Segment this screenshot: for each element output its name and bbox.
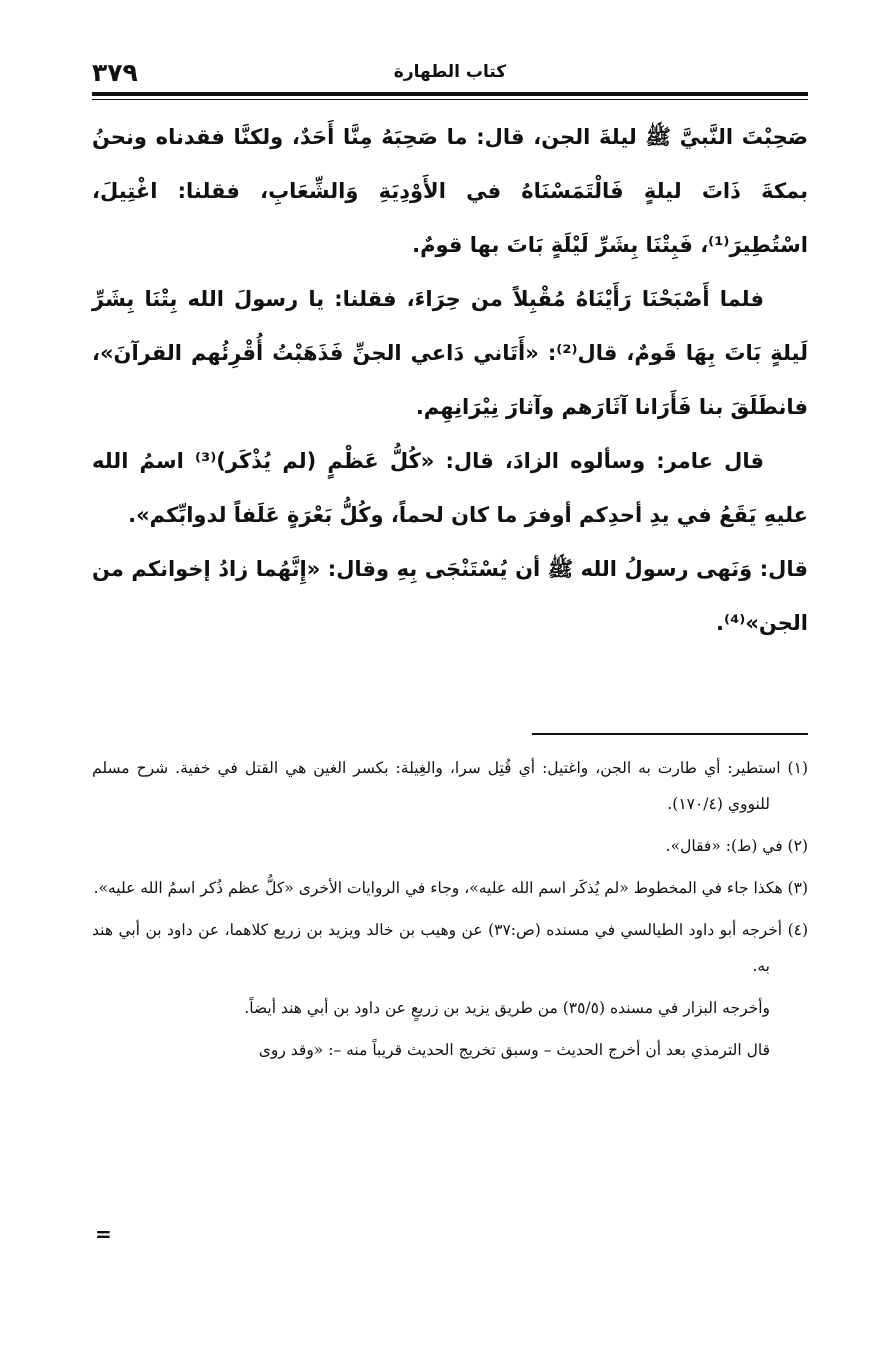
- footnote-2: (٢) في (ط): «فقال».: [665, 837, 808, 855]
- main-text: [92, 110, 808, 650]
- paragraph-4: قال: وَنَهى رسولُ الله ﷺ أن يُسْتَنْجَى بِهِ وقال: «إِنَّهُما زادُ إخوانكم من الجن»⁽⁴⁾.: [92, 557, 808, 635]
- footnote-3: (٣) هكذا جاء في المخطوط «لم يُذكَر اسم الله عليه»، وجاء في الروايات الأخرى «كلُّ عظم ذُكر اسمُ الله عليه».: [93, 879, 808, 897]
- running-title: كتاب الطهارة: [393, 62, 507, 82]
- page-number: ٣٧٩: [92, 58, 138, 87]
- page-header: [92, 56, 808, 94]
- paragraph-2: فلما أَصْبَحْنَا رَأَيْنَاهُ مُقْبِلاً من حِرَاءَ، فقلنا: يا رسولَ الله بِتْنَا بِشَرِّ لَيلةٍ بَاتَ بِهَا قَومٌ، قال⁽²⁾: «أَتَاني دَاعي الجنِّ فَذَهَبْتُ أُقْرِئُهم القرآنَ»، فانطَلَقَ بنا فَأَرَانا آثَارَهم وآثارَ نِيْرَانِهِم.: [92, 287, 808, 419]
- footnote-separator: [532, 733, 808, 735]
- continuation-mark: =: [95, 1222, 112, 1246]
- footnote-4: (٤) أخرجه أبو داود الطيالسي في مسنده (ص:٣٧) عن وهيب بن خالد ويزيد بن زريع كلاهما، عن داود بن أبي هند به.: [92, 921, 809, 975]
- header-rule-thick: [92, 92, 808, 96]
- header-rule-thin: [92, 99, 808, 100]
- footnote-1: (١) استطير: أي طارت به الجن، واغتيل: أي قُتِل سرا، والغِيلة: بكسر الغين هي القتل في خفية. شرح مسلم للنووي (١٧٠/٤).: [92, 759, 808, 813]
- paragraph-1: صَحِبْتَ النَّبيَّ ﷺ ليلةَ الجن، قال: ما صَحِبَهُ مِنَّا أَحَدٌ، ولكنَّا فقدناه ونحنُ بمكةَ ذَاتَ ليلةٍ فَالْتَمَسْنَاهُ في الأَوْدِيَةِ وَالشِّعَابِ، فقلنا: اغْتِيلَ، اسْتُطِيرَ⁽¹⁾، فَبِتْنَا بِشَرِّ لَيْلَةٍ بَاتَ بها قومٌ.: [92, 125, 808, 257]
- paragraph-3: قال عامر: وسألوه الزادَ، قال: «كُلُّ عَظْمٍ (لم يُذْكَر)⁽³⁾ اسمُ الله عليهِ يَقَعُ في يدِ أحدِكم أوفرَ ما كان لحماً، وكُلُّ بَعْرَةٍ عَلَفاً لدوابِّكم».: [92, 449, 808, 527]
- footnote-4-continued-2: قال الترمذي بعد أن أخرج الحديث – وسبق تخريج الحديث قريباً منه –: «وقد روى: [258, 1041, 770, 1059]
- footnotes: [92, 750, 808, 1068]
- footnote-4-continued: وأخرجه البزار في مسنده (٣٥/٥) من طريق يزيد بن زريعٍ عن داود بن أبي هند أيضاً.: [244, 999, 770, 1017]
